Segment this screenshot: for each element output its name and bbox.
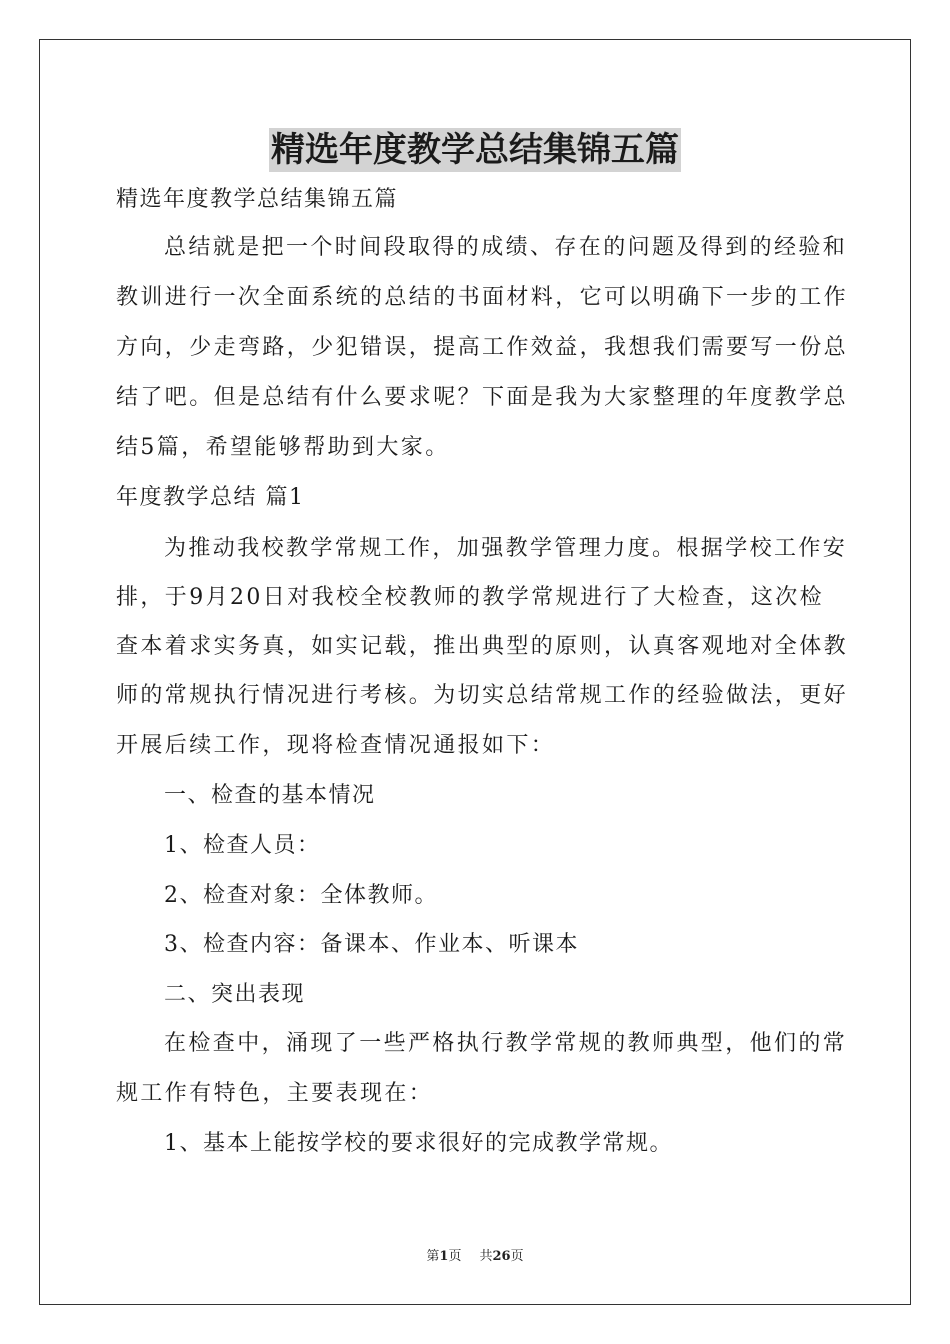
highlight-line: 在检查中，涌现了一些严格执行教学常规的教师典型，他们的常	[164, 1031, 848, 1056]
page-suffix: 页	[448, 1249, 462, 1264]
last-line: 1、基本上能按学校的要求很好的完成教学常规。	[164, 1131, 673, 1156]
intro-line: 总结就是把一个时间段取得的成绩、存在的问题及得到的经验和	[164, 235, 848, 260]
section-line: 师的常规执行情况进行考核。为切实总结常规工作的经验做法，更好	[116, 683, 849, 708]
document-title: 精选年度教学总结集锦五篇	[271, 130, 679, 170]
item-line: 1、检查人员：	[164, 833, 321, 858]
page-border	[39, 39, 911, 1305]
item-line: 二、突出表现	[164, 982, 306, 1007]
page-footer	[0, 1248, 950, 1266]
item-line: 2、检查对象：全体教师。	[164, 883, 438, 908]
intro-line: 教训进行一次全面系统的总结的书面材料，它可以明确下一步的工作	[116, 285, 849, 310]
item-line: 3、检查内容：备课本、作业本、听课本	[164, 932, 579, 957]
title-wrap	[0, 128, 950, 172]
intro-line: 方向，少走弯路，少犯错误，提高工作效益，我想我们需要写一份总	[116, 335, 849, 360]
total-prefix: 共	[479, 1249, 493, 1264]
highlight-line: 规工作有特色，主要表现在：	[116, 1081, 434, 1106]
section-line: 查本着求实务真，如实记载，推出典型的原则，认真客观地对全体教	[116, 634, 849, 659]
section-line: 开展后续工作，现将检查情况通报如下：	[116, 733, 556, 758]
total-suffix: 页	[510, 1249, 524, 1264]
item-line: 一、检查的基本情况	[164, 783, 376, 808]
intro-line: 结了吧。但是总结有什么要求呢？下面是我为大家整理的年度教学总	[116, 385, 849, 410]
document-subtitle: 精选年度教学总结集锦五篇	[116, 187, 399, 212]
intro-line: 结5篇，希望能够帮助到大家。	[116, 435, 450, 460]
section-line: 排，于9月20日对我校全校教师的教学常规进行了大检查，这次检	[116, 585, 824, 610]
section-line: 为推动我校教学常规工作，加强教学管理力度。根据学校工作安	[164, 536, 848, 561]
page-prefix: 第	[426, 1249, 440, 1264]
section-heading: 年度教学总结 篇1	[116, 485, 305, 510]
page-number: 1	[439, 1249, 449, 1264]
total-pages: 26	[492, 1249, 511, 1264]
